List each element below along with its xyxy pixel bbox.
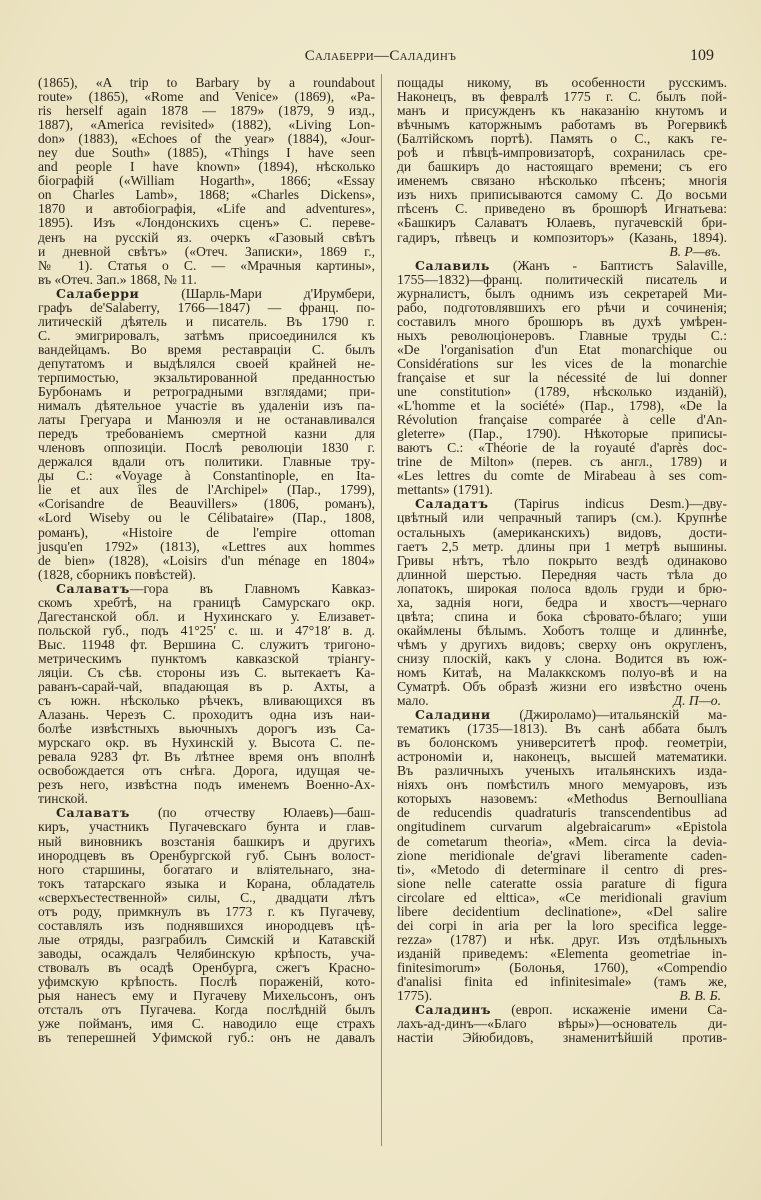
text-line: цвѣтный или чепрачный тапиръ (см.). Крупнѣе xyxy=(397,510,727,526)
text-line: польской губ., подъ 41°25′ с. ш. и 47°18′ в. д. xyxy=(38,622,375,638)
text-line: № 1). Статья о С. — «Мрачныя картины», xyxy=(38,257,375,273)
text-line: rezza» (1787) и нѣк. друг. Изъ отдѣльныхъ xyxy=(397,931,727,947)
entry-first-line xyxy=(397,497,727,511)
running-header-title: Салаберри—Саладинъ xyxy=(304,48,457,64)
entry-first-line xyxy=(397,1003,727,1017)
text-line: circolare ed elttica», «Ce meridionali gravium xyxy=(397,889,727,905)
text-line: ваютъ С.: «Théorie de la royauté d'après doc- xyxy=(397,440,727,456)
text-line: передъ требованіемъ смертной казни для xyxy=(38,426,375,442)
author-signature: Д. П—о. xyxy=(673,693,721,709)
text-line: and people I have known» (1894), нѣсколько xyxy=(38,159,375,175)
text-line: рабо, подготовлявшихъ его рѣчи и сочиненія; xyxy=(397,299,727,315)
text-line: изданій приведемъ: «Elementa geometriae in- xyxy=(397,945,727,961)
text-line: ney due South» (1885), «Things I have seen xyxy=(38,145,375,161)
text-line: метрическимъ пунктомъ кавказской тріангу- xyxy=(38,650,375,666)
text-line: чѣмъ у другихъ видовъ; сверху онъ округленъ, xyxy=(397,636,727,652)
text-line: токъ татарскаго языка и Корана, обладатель xyxy=(38,875,375,891)
text-line: отсталъ отъ Пугачева. Когда послѣдній былъ xyxy=(38,1002,375,1018)
text-line: гадиръ, пѣвецъ и композиторъ» (Казань, 1894). xyxy=(397,229,727,245)
entry-headword: Салаватъ xyxy=(56,805,130,821)
signature-line xyxy=(397,694,727,708)
text-line: лахъ-ад-динъ—«Благо вѣры»)—основатель ди- xyxy=(397,1016,727,1032)
text-line: изъ нихъ приписываются самому С. До восьми xyxy=(397,187,727,203)
signature-line xyxy=(397,245,727,259)
entry-text: (европ. искаженіе имени Са- xyxy=(491,1002,727,1018)
text-line: графъ de'Salaberry, 1766—1847) — франц. по- xyxy=(38,299,375,315)
text-line: française et sur la nécessité de lui donner xyxy=(397,369,727,385)
text-line: въ болонскомъ университетѣ проф. геометріи, xyxy=(397,735,727,751)
text-line: (1828, сборникъ повѣстей). xyxy=(38,566,196,582)
text-line: une constitution» (1789, нѣсколько изданій), xyxy=(397,384,727,400)
text-line: болѣе извѣстныхъ вьючныхъ дорогъ изъ Са- xyxy=(38,721,375,737)
text-line: «сверхъестественной» силы, С., двадцати лѣтъ xyxy=(38,889,375,905)
text-line: 1895). Изъ «Лондонскихъ сценъ» С. переве- xyxy=(38,215,375,231)
text-line: (1865), «A trip to Barbary by a roundabout xyxy=(38,75,375,90)
text-line: вандейцамъ. Во время реставраціи С. былъ xyxy=(38,341,375,357)
text-line: мурскаго окр. въ Нухинскій у. Высота С. пе- xyxy=(38,735,375,751)
text-line: jusqu'en 1792» (1813), «Lettres aux hommes xyxy=(38,538,375,554)
text-line: ха, заднія ноги, бедра и хвостъ—чернаго xyxy=(397,594,727,610)
text-line: въ «Отеч. Зап.» 1868, № 11. xyxy=(38,271,197,287)
entry-headword: Саладини xyxy=(415,707,491,723)
entry-headword: Салавиль xyxy=(415,257,491,273)
line-text: мало. xyxy=(397,693,429,709)
text-line: ствовалъ въ осадѣ Оренбурга, сжегъ Красно- xyxy=(38,959,375,975)
text-line: роѣ и пѣвцѣ-импровизаторѣ, сохранилась сре- xyxy=(397,145,727,161)
text-line: ніяхъ онъ помѣстилъ много мемуаровъ, изъ xyxy=(397,777,727,793)
text-line: пощады никому, въ особенности русскимъ. xyxy=(397,75,727,90)
text-line: литическій дѣятель и писатель. Въ 1790 г. xyxy=(38,313,375,329)
text-line: гаетъ 2,5 метр. длины при 1 метрѣ вышины. xyxy=(397,538,727,554)
text-line: dei corpi in aria per la loro specifica legge- xyxy=(397,917,727,933)
text-line: «Lord Wiseby ou le Célibataire» (Пар., 1808, xyxy=(38,510,375,526)
entry-text: (Шарль-Мари д'Ирумбери, xyxy=(139,285,375,301)
text-line: ного старшины, богатаго и вліятельнаго, зна- xyxy=(38,861,375,877)
text-line: резъ него, извѣстна подъ именемъ Военно-Ах- xyxy=(38,777,375,793)
text-line: журналистъ, былъ однимъ изъ секретарей Ми- xyxy=(397,285,727,301)
text-line: «De l'organisation d'un Etat monarchique ou xyxy=(397,341,727,357)
text-line: ревала 9283 фт. Въ лѣтнее время онъ вполнѣ xyxy=(38,749,375,765)
text-line: mettants» (1791). xyxy=(397,482,493,498)
entry-first-line xyxy=(397,259,727,273)
text-line: 1755—1832)—франц. политическій писатель и xyxy=(397,271,727,287)
text-line: съ южн. нѣсколько рѣчекъ, вливающихся въ xyxy=(38,693,375,709)
text-line: окаймлены бѣлымъ. Хоботъ толще и длиннѣе, xyxy=(397,622,727,638)
text-line: ный виновникъ возстанія башкиръ и другихъ xyxy=(38,833,375,849)
text-line: уже пойманъ, имя С. наводило еще страхъ xyxy=(38,1016,375,1032)
text-line: Considérations sur les vices de la monarchie xyxy=(397,355,727,371)
text-line: 1870 и автобіографія, «Life and adventures», xyxy=(38,201,375,217)
text-line: Суматрѣ. Объ образѣ жизни его извѣстно очень xyxy=(397,679,727,695)
text-line: de cometarum theoria», «Mem. circa la devia- xyxy=(397,833,727,849)
text-line: gleterre» (Пар., 1790). Нѣкоторые приписы- xyxy=(397,426,727,442)
text-line: finitesimorum» (Болонья, 1760), «Compendio xyxy=(397,959,727,975)
entry-text: (Джироламо)—итальянскій ма- xyxy=(490,707,727,723)
text-line: остальныхъ (американскихъ) видовъ, дости- xyxy=(397,524,727,540)
text-line: уфимскую крѣпость. Послѣ пораженій, кото- xyxy=(38,974,375,989)
text-line: заводы, осаждалъ Челябинскую крѣпость, уча- xyxy=(38,945,375,961)
text-line: de bien» (1828), «Loisirs d'un ménage en 1804» xyxy=(38,552,375,568)
text-line: цвѣта; спина и бока сѣровато-бѣлаго; уши xyxy=(397,608,727,624)
text-line: раванъ-сарай-чай, впадающая въ р. Ахты, а xyxy=(38,679,375,695)
author-signature: В. В. Б. xyxy=(679,988,721,1004)
text-line: тематикъ (1735—1813). Въ санѣ аббата былъ xyxy=(397,721,727,737)
text-line: Бурбонамъ и ретроградными взглядами; при- xyxy=(38,384,375,400)
text-line: ныхъ революціонеровъ. Главные труды С.: xyxy=(397,327,727,343)
text-line: держался вдали отъ политики. Главные тру- xyxy=(38,454,375,470)
text-line: trine de Milton» (перев. съ англ., 1789) и xyxy=(397,454,727,470)
text-line: вѣчнымъ каторжнымъ работамъ въ Рогервикѣ xyxy=(397,117,727,133)
text-line: именемъ связано нѣсколько пѣсенъ; многія xyxy=(397,173,727,189)
entry-headword: Салаватъ xyxy=(56,580,130,596)
entry-first-line xyxy=(397,708,727,722)
text-line: составлялъ изъ поднявшихся инородцевъ цѣ- xyxy=(38,917,375,933)
text-line: ti», «Metodo di determinare il centro di pres- xyxy=(397,861,727,877)
text-line: нималъ дѣятельное участіе въ удаленіи изъ па- xyxy=(38,398,375,414)
text-line: «L'homme et la société» (Пар., 1798), «De la xyxy=(397,398,727,414)
text-line: киръ, участникъ Пугачевскаго бунта и глав- xyxy=(38,819,375,835)
text-line: рыя нанесъ ему и Пугачеву Михельсонъ, онъ xyxy=(38,988,375,1004)
column-divider xyxy=(381,74,382,1146)
text-line: настіи Эйюбидовъ, знаменитѣйшій против- xyxy=(397,1030,727,1046)
text-line: on Charles Lamb», 1868; «Charles Dickens», xyxy=(38,187,375,203)
text-line: членовъ оппозиціи. Послѣ революціи 1830 г. xyxy=(38,440,375,456)
text-line: «Les lettres du comte de Mirabeau à ses com- xyxy=(397,468,727,484)
text-line: латы Грегуара и Манюэля и не останавливался xyxy=(38,412,375,428)
entry-first-line xyxy=(38,582,375,596)
entry-headword: Саладинъ xyxy=(415,1002,492,1018)
text-line: инородцевъ въ Оренбургской губ. Сынъ волост- xyxy=(38,847,375,863)
text-line: въ теперешней Уфимской губ.: онъ не давалъ xyxy=(38,1030,375,1046)
text-line: ди башкиръ до настоящаго времени; съ его xyxy=(397,159,727,175)
text-line: de reducendis quadraturis transcendentibus ad xyxy=(397,805,727,821)
text-line: составилъ много брошюръ въ духѣ умѣрен- xyxy=(397,313,727,329)
text-line: Гривы нѣтъ, тѣло покрыто вездѣ одинаково xyxy=(397,552,727,568)
text-line: Выс. 11948 фт. Вершина С. служитъ тригоно- xyxy=(38,636,375,652)
line-text: 1775). xyxy=(397,988,433,1004)
text-line: астрономіи и, наконецъ, высшей математики. xyxy=(397,749,727,765)
right-column xyxy=(397,76,727,1045)
text-line: освобождается отъ снѣга. Дорога, идущая че- xyxy=(38,763,375,779)
author-signature: В. Р—въ. xyxy=(669,243,721,259)
text-line: которыхъ назовемъ: «Methodus Bernoulliana xyxy=(397,791,727,807)
text-line: денъ на русскій яз. очеркъ «Газовый свѣтъ xyxy=(38,229,375,245)
text-line: 1887), «America revisited» (1882), «Living Lon- xyxy=(38,117,375,133)
signature-line xyxy=(397,989,727,1003)
text-line: терпимостью, экзальтированной преданностью xyxy=(38,369,375,385)
text-line: скомъ хребтѣ, на границѣ Самурскаго окр. xyxy=(38,594,375,610)
page-number: 109 xyxy=(690,47,714,64)
text-line: отъ роду, примкнулъ въ 1773 г. къ Пугачеву, xyxy=(38,903,375,919)
text-line: (Балтійскомъ портѣ). Память о С., какъ ге- xyxy=(397,131,727,147)
entry-headword: Салаберри xyxy=(56,285,140,301)
text-line: Въ различныхъ ученыхъ итальянскихъ изда- xyxy=(397,763,727,779)
text-line: тинской. xyxy=(38,791,88,807)
text-line: libere decidentium declinatione», «Del salire xyxy=(397,903,727,919)
text-line: Алазань. Черезъ С. проходитъ одна изъ наи- xyxy=(38,707,375,723)
text-line: ды С.: «Voyage à Constantinople, en Ita- xyxy=(38,468,375,484)
text-line: Дагестанской обл. и Нухинскаго у. Елизавет- xyxy=(38,608,375,624)
text-line: манъ и присужденъ къ наказанію кнутомъ и xyxy=(397,103,727,119)
entry-first-line xyxy=(38,806,375,820)
text-line: zione meridionale de'gravi liberamente caden- xyxy=(397,847,727,863)
text-line: Наконецъ, въ февралѣ 1775 г. С. былъ пой- xyxy=(397,89,727,105)
text-line: пѣсенъ С. приведено въ брошюрѣ Игнатьева: xyxy=(397,201,727,217)
text-line: ongitudinem curvarum algebraicarum» «Epistola xyxy=(397,819,727,835)
text-line: Révolution française comparée à celle d'An- xyxy=(397,412,727,428)
entry-text: (Tapirus indicus Desm.)—дву- xyxy=(488,496,727,512)
text-line: d'analisi finita ed infinitesimale» (тамъ же, xyxy=(397,974,727,989)
entry-headword: Саладатъ xyxy=(415,496,489,512)
text-line: lie et aux îles de l'Archipel» (Пар., 1799), xyxy=(38,482,375,498)
text-line: снизу плоскій, какъ у слона. Водится въ юж- xyxy=(397,650,727,666)
text-line: С. эмигрировалъ, затѣмъ присоединился къ xyxy=(38,327,375,343)
text-line: ris herself again 1878 — 1879» (1879, 9 изд., xyxy=(38,103,375,119)
entry-text: (по отчеству Юлаевъ)—баш- xyxy=(129,805,375,821)
text-line: sione nelle cateratte ossia parature di figura xyxy=(397,875,727,891)
text-line: романъ), «Histoire de l'empire ottoman xyxy=(38,524,375,540)
text-line: номъ Китаѣ, на Малаккскомъ полуо-вѣ и на xyxy=(397,664,727,680)
text-line: лые отряды, разграбилъ Симскій и Катавскій xyxy=(38,931,375,947)
text-line: don» (1883), «Echoes of the year» (1884), «Jour- xyxy=(38,131,375,147)
entry-text: (Жанъ - Баптистъ Salaville, xyxy=(490,257,727,273)
entry-text: —гора въ Главномъ Кавказ- xyxy=(129,580,375,596)
text-line: «Башкиръ Салаватъ Юлаевъ, пугачевскій бри- xyxy=(397,215,727,231)
text-line: длинной шерстью. Передняя часть тѣла до xyxy=(397,566,727,582)
text-line: route» (1865), «Rome and Venice» (1869), «Pa- xyxy=(38,89,375,105)
entry-first-line xyxy=(38,287,375,301)
text-line: ляціи. Съ сѣв. стороны изъ С. вытекаетъ Ка- xyxy=(38,664,375,680)
text-line: и дневной свѣтъ» («Отеч. Записки», 1869 г., xyxy=(38,243,375,259)
left-column xyxy=(38,76,375,1045)
text-line: депутатомъ и выдѣлялся своей крайней не- xyxy=(38,355,375,371)
text-line: біографій («William Hogarth», 1866; «Essay xyxy=(38,173,375,189)
text-line: лопатокъ, широкая полоса вдоль груди и брю- xyxy=(397,580,727,596)
text-line: «Corisandre de Beauvillers» (1806, романъ), xyxy=(38,496,375,512)
